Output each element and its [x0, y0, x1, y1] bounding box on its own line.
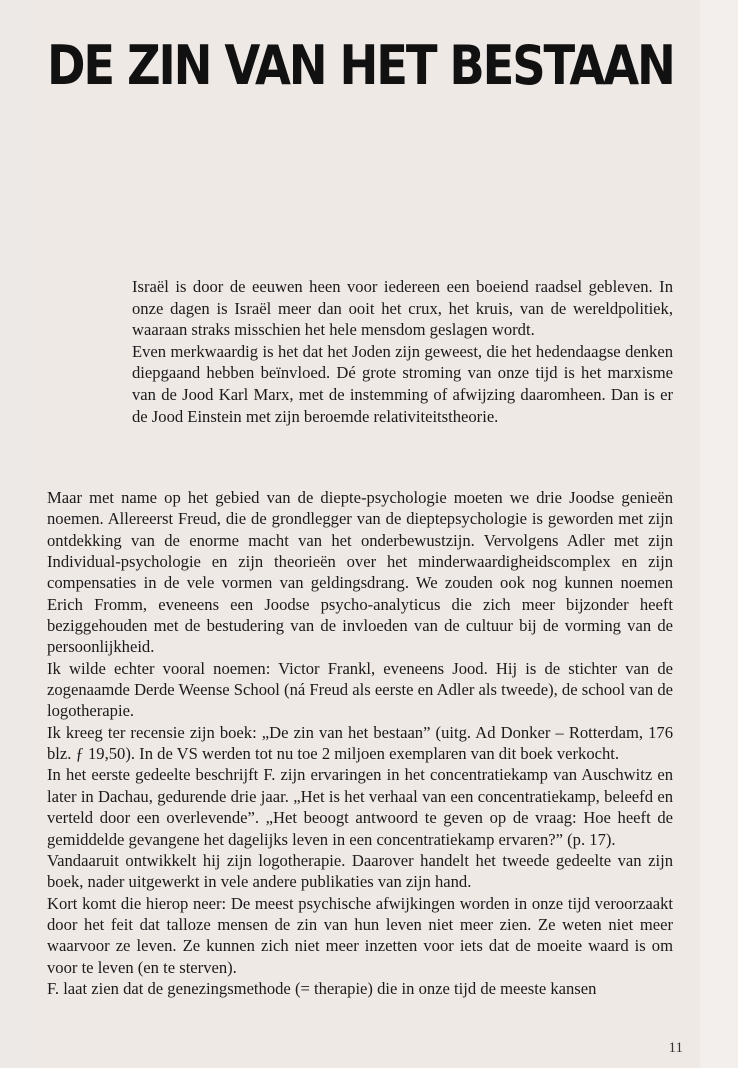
body-paragraph: Ik kreeg ter recensie zijn boek: „De zin van het bestaan” (uitg. Ad Donker – Rotterdam, 176 blz. ƒ 19,50). In de VS werden tot nu toe 2 miljoen exemplaren van dit boek verkocht.: [47, 722, 673, 764]
body-paragraph: Vandaaruit ontwikkelt hij zijn logotherapie. Daarover handelt het tweede gedeelte van zijn boek, nader uitgewerkt in vele andere publikaties van zijn hand.: [47, 850, 673, 892]
article-title: DE ZIN VAN HET BESTAAN: [47, 34, 674, 97]
body-paragraph: Maar met name op het gebied van de diepte-psychologie moeten we drie Joodse genieën noemen. Allereerst Freud, die de grondlegger van de dieptepsychologie is geworden met zijn ontdekking van de enorme macht van het onderbewustzijn. Vervolgens Adler met zijn Individual-psychologie en zijn theorieën over het minderwaardigheidscomplex en zijn compensaties in de vele vormen van geldingsdrang. We zouden ook nog kunnen noemen Erich Fromm, eveneens een Joodse psycho-analyticus die zich meer bijzonder heeft beziggehouden met de bestudering van de invloeden van de cultuur bij de vorming van de persoonlijkheid.: [47, 488, 673, 657]
body-paragraph: F. laat zien dat de genezingsmethode (= therapie) die in onze tijd de meeste kansen: [47, 978, 597, 998]
body-paragraph: In het eerste gedeelte beschrijft F. zijn ervaringen in het concentratiekamp van Auschwitz en later in Dachau, gedurende drie jaar. „Het is het verhaal van een concentratiekamp, beleefd en verteld door een overlevende”. „Het beoogt antwoord te geven op de vraag: Hoe heeft de gemiddelde gevangene het dagelijks leven in een concentratiekamp ervaren?” (p. 17).: [47, 765, 673, 849]
intro-paragraph: Israël is door de eeuwen heen voor iedereen een boeiend raadsel gebleven. In onze dagen is Israël meer dan ooit het crux, het kruis, van de wereldpolitiek, waaraan straks misschien het hele mensdom geslagen wordt.: [132, 277, 673, 340]
body-text: [47, 487, 673, 999]
body-paragraph: Ik wilde echter vooral noemen: Victor Frankl, eveneens Jood. Hij is de stichter van de zogenaamde Derde Weense School (ná Freud als eerste en Adler als tweede), de school van de logotherapie.: [47, 658, 673, 721]
body-paragraph: Kort komt die hierop neer: De meest psychische afwijkingen worden in onze tijd veroorzaakt door het feit dat talloze mensen de zin van hun leven niet meer zien. Ze weten niet meer waarvoor ze leven. Ze kunnen zich niet meer inzetten voor iets dat de moeite waard is om voor te leven (en te sterven).: [47, 893, 673, 977]
intro-block: [132, 276, 673, 427]
page-number: 11: [668, 1040, 683, 1056]
page-edge: [0, 0, 36, 1068]
intro-paragraph: Even merkwaardig is het dat het Joden zijn geweest, die het hedendaagse denken diepgaand hebben beïnvloed. Dé grote stroming van onze tijd is het marxisme van de Jood Karl Marx, met de instemming of afwijzing daaromheen. Dan is er de Jood Einstein met zijn beroemde relativiteitstheorie.: [132, 341, 673, 426]
